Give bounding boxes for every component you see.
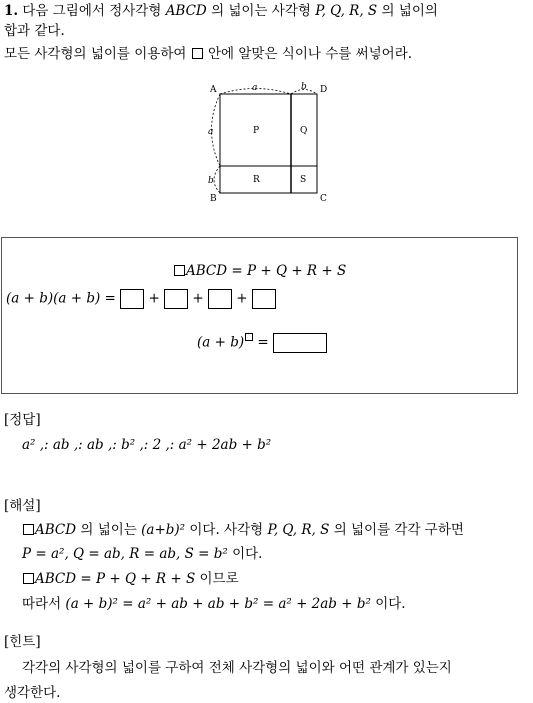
exponent-blank[interactable] [245,333,253,341]
explanation-header: [해설] [4,498,41,514]
blank-square-icon [192,48,203,59]
left-brace-b [214,166,220,193]
answer-blank-4[interactable] [252,289,276,309]
hint-header: [힌트] [4,634,41,650]
answer-blank-5[interactable] [273,333,327,353]
region-label-q: Q [300,126,308,136]
hint-line-1: 각각의 사각형의 넓이를 구하여 전체 사각형의 넓이와 어떤 관계가 있는지 [22,660,452,676]
problem-line-2: 합과 같다. [4,23,65,39]
blank-square-icon [23,573,34,584]
box-equation-2: (a + b)(a + b) = + + + [6,289,276,309]
answer-blank-1[interactable] [120,289,144,309]
exercise-box [1,237,518,394]
answer-blank-3[interactable] [208,289,232,309]
blank-square-icon [23,524,34,535]
box-equation-3: (a + b) = [197,329,327,353]
corner-label-c: C [320,194,327,204]
problem-number: 1. [4,3,19,19]
explanation-line-3: ABCD = P + Q + R + S 이므로 [22,570,239,588]
problem-line-1: 1. 다음 그림에서 정사각형 ABCD 의 넓이는 사각형 P, Q, R, S 의 넓이의 [4,3,438,19]
region-label-r: R [253,175,260,185]
region-label-s: S [300,175,307,185]
explanation-line-4: 따라서 (a + b)² = a² + ab + ab + b² = a² + 2ab + b² 이다. [22,596,406,612]
hint-line-2: 생각한다. [4,685,61,701]
answer-blank-2[interactable] [164,289,188,309]
corner-label-b: B [210,194,217,204]
box-equation-1: ABCD = P + Q + R + S [173,262,346,280]
explanation-line-1: ABCD 의 넓이는 (a+b)² 이다. 사각형 P, Q, R, S 의 넓이를 각각 구하면 [22,521,464,539]
region-label-p: P [253,126,260,136]
side-label-left-a: a [208,127,214,137]
problem-line-3: 모든 사각형의 넓이를 이용하여 안에 알맞은 식이나 수를 써넣어라. [4,46,413,62]
side-label-top-a: a [252,83,258,93]
corner-label-d: D [320,85,328,95]
answer-text: a² ,: ab ,: ab ,: b² ,: 2 ,: a² + 2ab + b² [22,437,272,453]
answer-header: [정답] [4,412,41,428]
explanation-line-2: P = a², Q = ab, R = ab, S = b² 이다. [22,546,263,562]
side-label-left-b: b [208,176,214,186]
blank-square-icon [174,265,185,276]
corner-label-a: A [210,85,217,95]
side-label-top-b: b [301,82,307,92]
square-figure [200,80,335,205]
